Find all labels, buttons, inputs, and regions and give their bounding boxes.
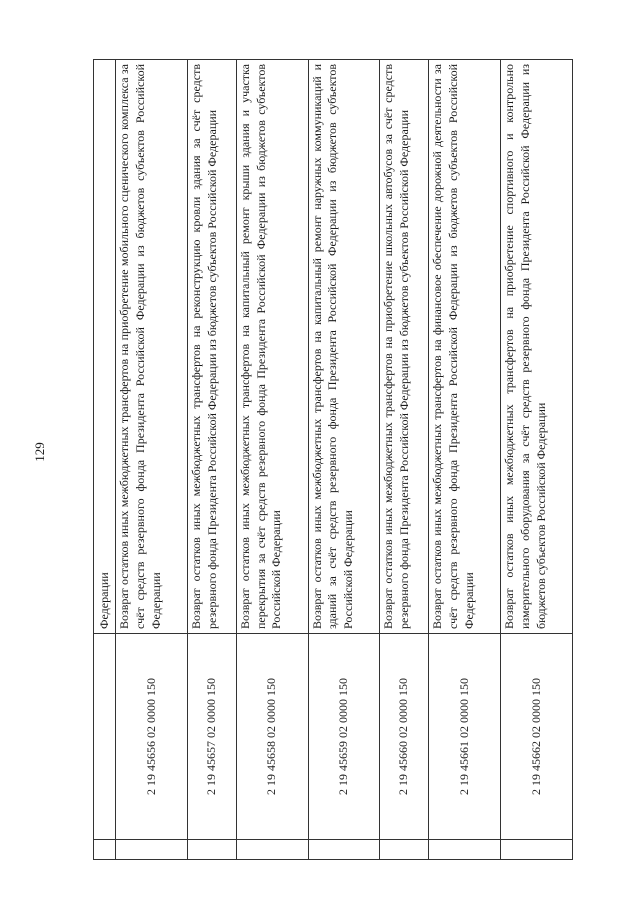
budget-code: 2 19 45657 02 0000 150 <box>187 634 236 840</box>
budget-code: 2 19 45660 02 0000 150 <box>380 634 429 840</box>
budget-code: 2 19 45656 02 0000 150 <box>116 634 188 840</box>
table-row <box>187 60 236 860</box>
table-cell-empty <box>94 634 116 840</box>
budget-description: Возврат остатков иных межбюджетных трансфертов на приобретение школьных автобусов за счёт средств резервного фонда Президента Российской Федерации из бюджетов субъектов Российской Федерации <box>380 60 429 634</box>
table-cell-empty <box>380 840 429 860</box>
table-row <box>429 60 501 860</box>
table-cell-empty <box>429 840 501 860</box>
table-cell-empty <box>236 840 308 860</box>
table-row <box>116 60 188 860</box>
table-row <box>308 60 380 860</box>
table-row <box>501 60 573 860</box>
budget-code: 2 19 45658 02 0000 150 <box>236 634 308 840</box>
budget-description: Возврат остатков иных межбюджетных трансфертов на приобретение спортивного и контрольно измерительного оборудования за счёт средств резервного фонда Президента Российской Федерации из бюджетов субъектов Российской Федерации <box>501 60 573 634</box>
budget-code-table <box>93 59 573 860</box>
continuation-text: Федерации <box>94 60 116 634</box>
table-row <box>236 60 308 860</box>
budget-code: 2 19 45662 02 0000 150 <box>501 634 573 840</box>
budget-code: 2 19 45659 02 0000 150 <box>308 634 380 840</box>
table-cell-empty <box>94 840 116 860</box>
budget-description: Возврат остатков иных межбюджетных трансфертов на финансовое обеспечение дорожной деятельности за счёт средств резервного фонда Президента Российской Федерации из бюджетов субъектов Российской Федерации <box>429 60 501 634</box>
budget-description: Возврат остатков иных межбюджетных трансфертов на реконструкцию кровли здания за счёт средств резервного фонда Президента Российской Федерации из бюджетов субъектов Российской Федерации <box>187 60 236 634</box>
table-row <box>380 60 429 860</box>
page-number: 129 <box>32 442 47 462</box>
table-cell-empty <box>308 840 380 860</box>
budget-description: Возврат остатков иных межбюджетных трансфертов на приобретение мобильного сценического комплекса за счёт средств резервного фонда Президента Российской Федерации из бюджетов субъектов Российской Федерации <box>116 60 188 634</box>
table-row-continuation <box>94 60 116 860</box>
budget-description: Возврат остатков иных межбюджетных трансфертов на капитальный ремонт крыши здания и участка перекрытия за счёт средств резервного фонда Президента Российской Федерации из бюджетов субъектов Российской Федерации <box>236 60 308 634</box>
table-cell-empty <box>187 840 236 860</box>
rotated-page <box>93 60 573 860</box>
budget-code: 2 19 45661 02 0000 150 <box>429 634 501 840</box>
table-cell-empty <box>501 840 573 860</box>
table-cell-empty <box>116 840 188 860</box>
budget-description: Возврат остатков иных межбюджетных трансфертов на капитальный ремонт наружных коммуникаций и зданий за счёт средств резервного фонда Президента Российской Федерации из бюджетов субъектов Российской Федерации <box>308 60 380 634</box>
